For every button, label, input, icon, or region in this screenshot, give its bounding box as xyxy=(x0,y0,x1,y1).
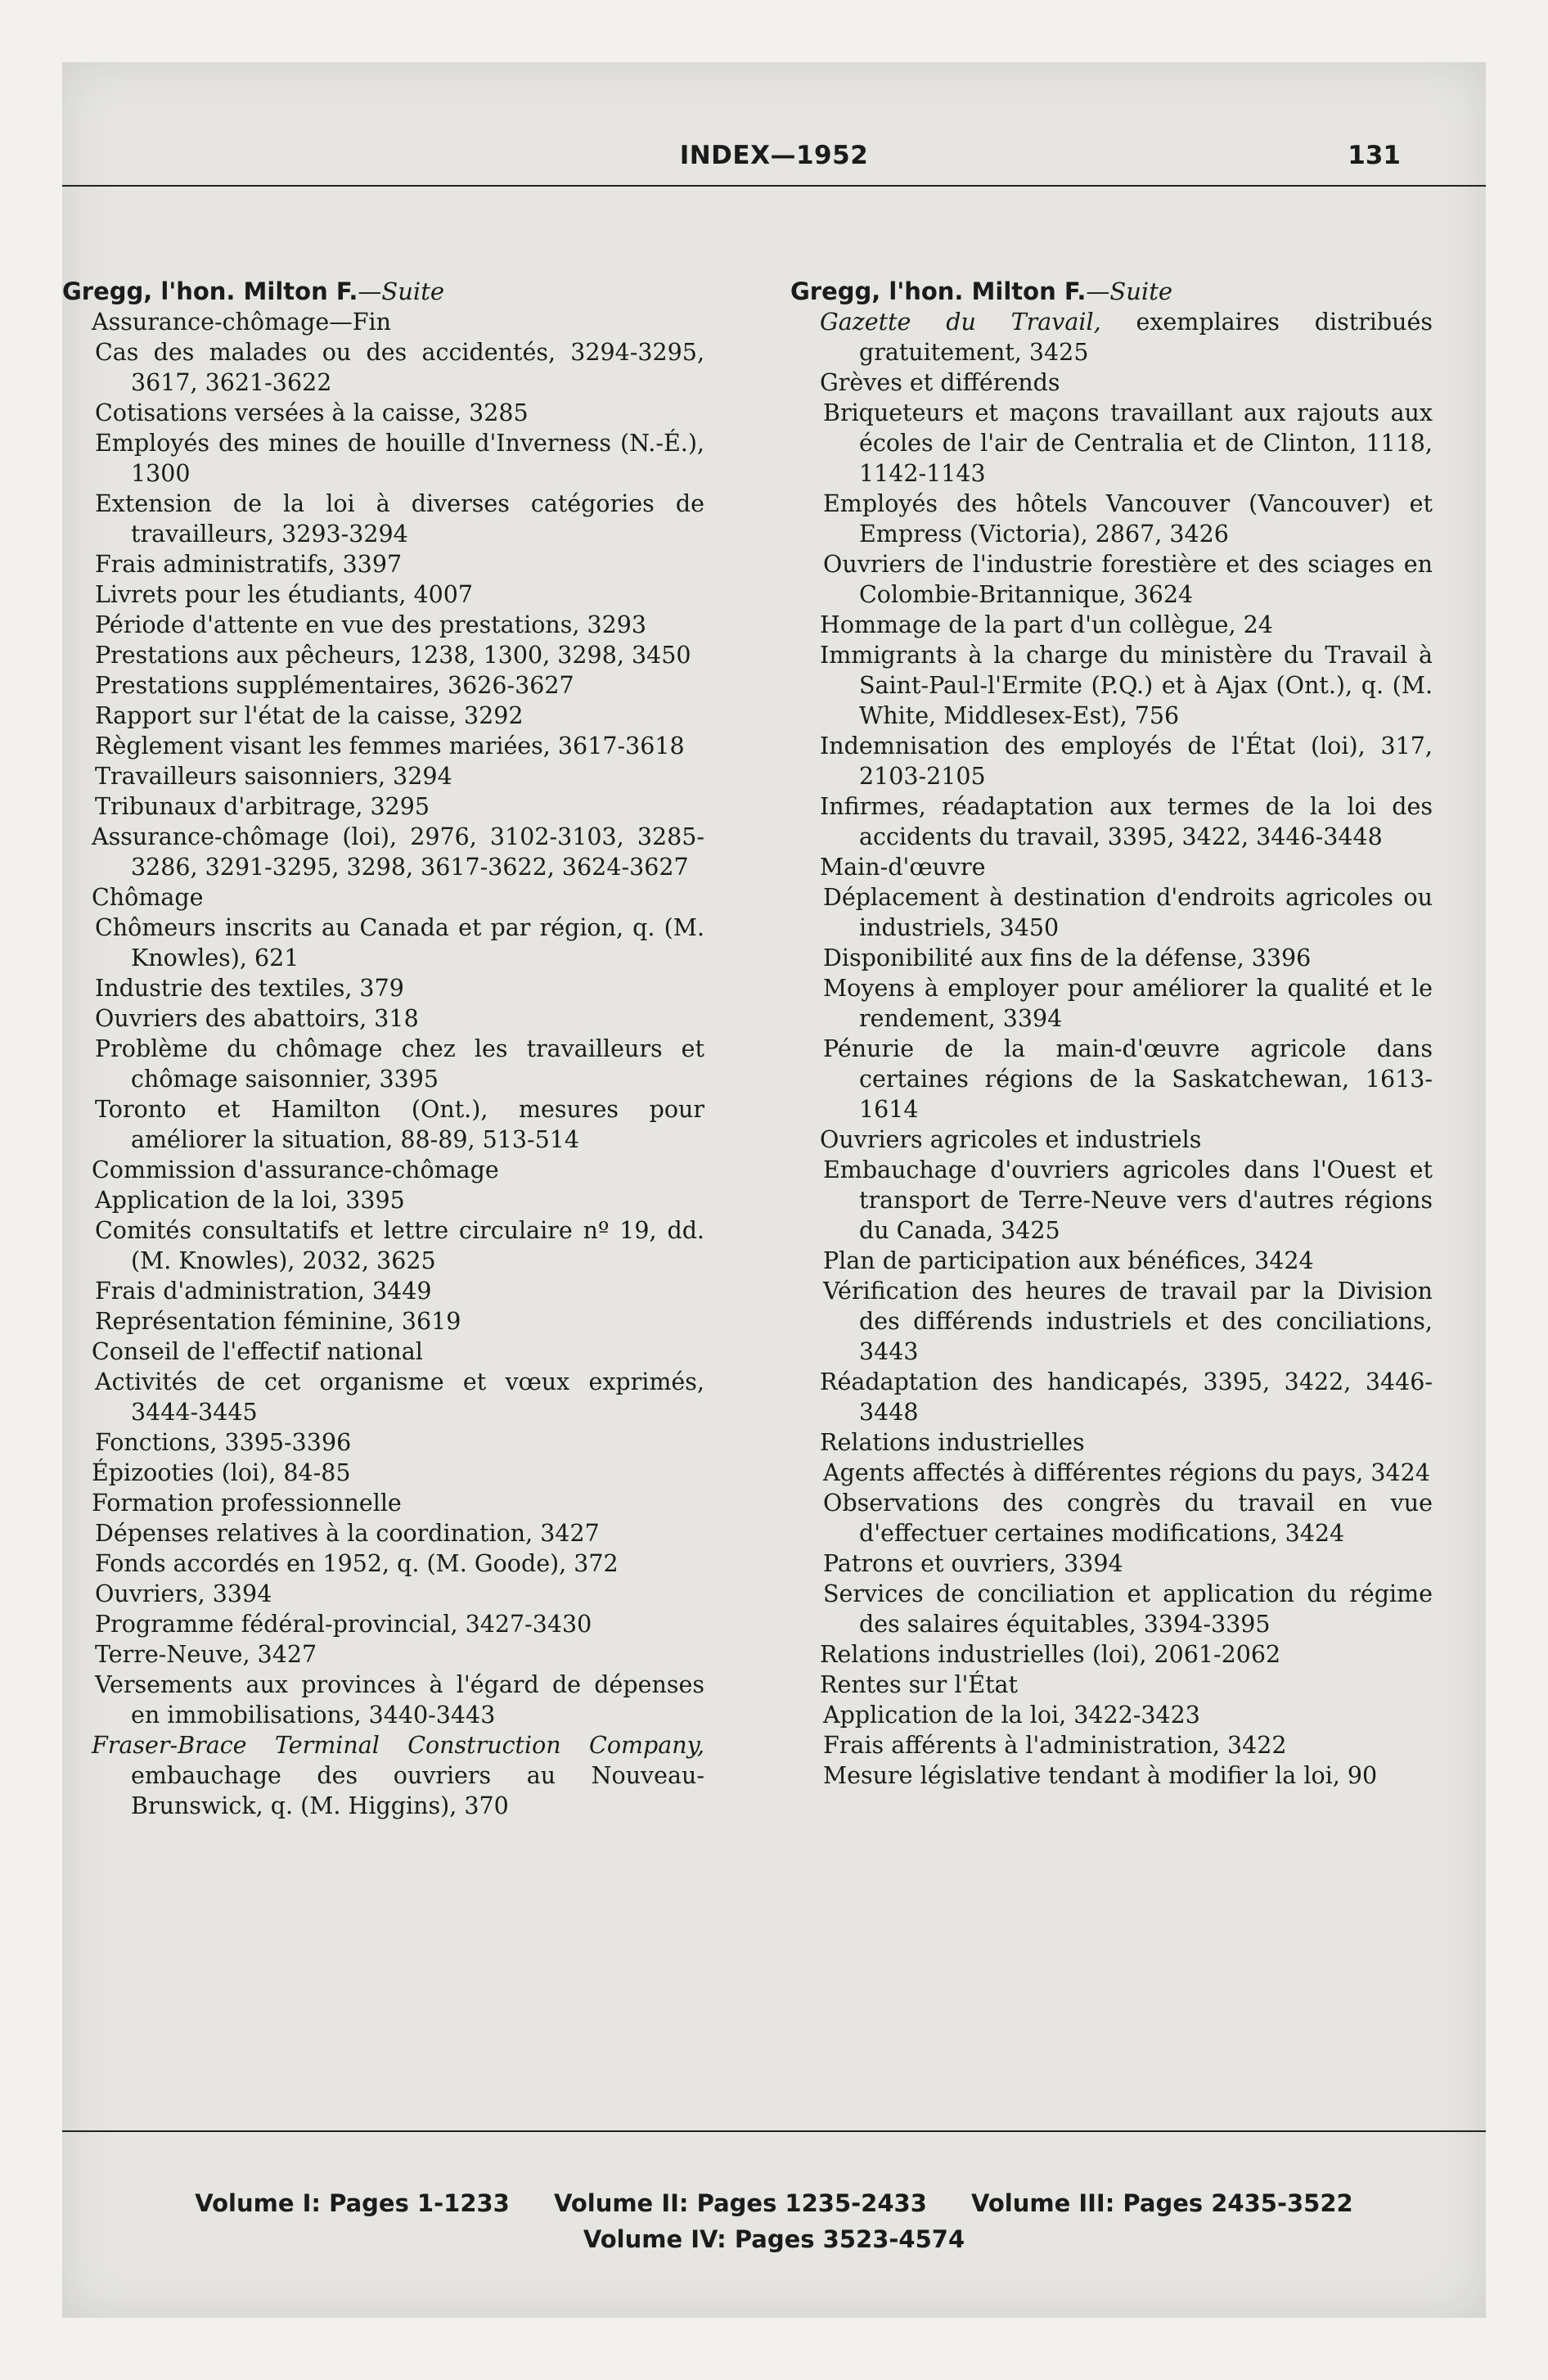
heading-name: Gregg, l'hon. Milton F. xyxy=(62,277,358,305)
index-entry: Chômage xyxy=(92,884,204,911)
volume-2-range: Volume II: Pages 1235-2433 xyxy=(553,2189,927,2217)
index-entry: Application de la loi, 3395 xyxy=(95,1187,405,1214)
index-entry: Programme fédéral-provincial, 3427-3430 xyxy=(95,1611,592,1638)
index-entry: Fonctions, 3395-3396 xyxy=(95,1429,352,1456)
volume-1-range: Volume I: Pages 1-1233 xyxy=(195,2189,510,2217)
index-entry: Représentation féminine, 3619 xyxy=(95,1308,461,1335)
entry-text: embauchage des ouvriers au Nouveau-Brunswick, q. (M. Higgins), 370 xyxy=(131,1762,704,1819)
index-entry: Travailleurs saisonniers, 3294 xyxy=(95,763,452,790)
right-entries xyxy=(790,307,1433,1791)
index-entry: Frais d'administration, 3449 xyxy=(95,1278,432,1305)
index-entry: Règlement visant les femmes mariées, 3617-3618 xyxy=(95,732,685,760)
index-entry: Extension de la loi à diverses catégories de travailleurs, 3293-3294 xyxy=(95,490,704,548)
running-head: INDEX—1952 xyxy=(679,141,869,170)
index-entry: Activités de cet organisme et vœux exprimés, 3444-3445 xyxy=(95,1368,704,1426)
index-entry: Conseil de l'effectif national xyxy=(92,1338,423,1365)
index-entry: Frais afférents à l'administration, 3422 xyxy=(823,1732,1287,1759)
index-entry: Ouvriers agricoles et industriels xyxy=(820,1126,1202,1153)
index-entry: Commission d'assurance-chômage xyxy=(92,1156,499,1183)
index-entry: Épizooties (loi), 84-85 xyxy=(92,1459,351,1486)
index-entry: Frais administratifs, 3397 xyxy=(95,551,403,578)
index-entry: Vérification des heures de travail par la Division des différends industriels et des conciliations, 3443 xyxy=(823,1278,1433,1365)
entry-italic-title: Gazette du Travail, xyxy=(820,309,1101,336)
page-number: 131 xyxy=(1348,141,1401,170)
index-entry: Problème du chômage chez les travailleurs et chômage saisonnier, 3395 xyxy=(95,1035,704,1093)
index-entry: Comités consultatifs et lettre circulaire nº 19, dd. (M. Knowles), 2032, 3625 xyxy=(95,1217,704,1274)
index-entry: Relations industrielles (loi), 2061-2062 xyxy=(820,1641,1281,1668)
index-entry: Cotisations versées à la caisse, 3285 xyxy=(95,399,529,426)
index-entry: Période d'attente en vue des prestations, 3293 xyxy=(95,611,647,638)
index-entry: Prestations supplémentaires, 3626-3627 xyxy=(95,672,574,699)
index-entry: Dépenses relatives à la coordination, 3427 xyxy=(95,1520,600,1547)
index-entry: Chômeurs inscrits au Canada et par région, q. (M. Knowles), 621 xyxy=(95,914,704,971)
left-column xyxy=(62,277,704,1821)
index-entry: Ouvriers, 3394 xyxy=(95,1580,272,1607)
index-entry: Hommage de la part d'un collègue, 24 xyxy=(820,611,1273,638)
heading-suite: —Suite xyxy=(1086,277,1173,305)
index-entry: Employés des hôtels Vancouver (Vancouver) et Empress (Victoria), 2867, 3426 xyxy=(823,490,1433,548)
index-entry: Formation professionnelle xyxy=(92,1490,402,1517)
index-entry: Employés des mines de houille d'Inverness (N.-É.), 1300 xyxy=(95,430,704,487)
page-header xyxy=(62,141,1486,190)
index-entry: Terre-Neuve, 3427 xyxy=(95,1641,317,1668)
index-entry: Cas des malades ou des accidentés, 3294-3295, 3617, 3621-3622 xyxy=(95,339,704,396)
entry-italic-title: Fraser-Brace Terminal Construction Company, xyxy=(92,1732,704,1759)
column-heading xyxy=(790,277,1433,307)
index-entry: Mesure législative tendant à modifier la loi, 90 xyxy=(823,1762,1378,1789)
volume-4-range: Volume IV: Pages 3523-4574 xyxy=(583,2225,965,2253)
index-entry: Disponibilité aux fins de la défense, 3396 xyxy=(823,944,1312,971)
index-entry: Toronto et Hamilton (Ont.), mesures pour améliorer la situation, 88-89, 513-514 xyxy=(95,1096,704,1153)
header-rule xyxy=(62,185,1486,187)
index-entry: Réadaptation des handicapés, 3395, 3422, 3446-3448 xyxy=(820,1368,1433,1426)
index-entry: Versements aux provinces à l'égard de dépenses en immobilisations, 3440-3443 xyxy=(95,1671,704,1729)
index-entry: Déplacement à destination d'endroits agricoles ou industriels, 3450 xyxy=(823,884,1433,941)
index-entry: Grèves et différends xyxy=(820,369,1060,396)
index-entry xyxy=(790,307,1433,367)
index-entry: Industrie des textiles, 379 xyxy=(95,975,404,1002)
index-entry: Assurance-chômage (loi), 2976, 3102-3103, 3285-3286, 3291-3295, 3298, 3617-3622, 3624-3627 xyxy=(92,823,704,881)
index-entry: Assurance-chômage—Fin xyxy=(92,309,391,336)
index-entry: Pénurie de la main-d'œuvre agricole dans certaines régions de la Saskatchewan, 1613-1614 xyxy=(823,1035,1433,1123)
index-entry: Ouvriers des abattoirs, 318 xyxy=(95,1005,419,1032)
index-entry: Agents affectés à différentes régions du pays, 3424 xyxy=(823,1459,1430,1486)
entry-text: exemplaires distribués gratuitement, 3425 xyxy=(859,309,1433,366)
index-entry: Prestations aux pêcheurs, 1238, 1300, 3298, 3450 xyxy=(95,642,691,669)
volume-3-range: Volume III: Pages 2435-3522 xyxy=(971,2189,1353,2217)
index-page xyxy=(62,62,1486,2318)
index-entry: Services de conciliation et application du régime des salaires équitables, 3394-3395 xyxy=(823,1580,1433,1638)
index-entry: Rapport sur l'état de la caisse, 3292 xyxy=(95,702,524,729)
column-heading xyxy=(62,277,704,307)
heading-name: Gregg, l'hon. Milton F. xyxy=(790,277,1087,305)
index-entry: Patrons et ouvriers, 3394 xyxy=(823,1550,1123,1577)
index-entry: Briqueteurs et maçons travaillant aux rajouts aux écoles de l'air de Centralia et de Clinton, 1118, 1142-1143 xyxy=(823,399,1433,487)
left-entries xyxy=(62,307,704,1821)
heading-suite: —Suite xyxy=(358,277,445,305)
index-entry: Embauchage d'ouvriers agricoles dans l'Ouest et transport de Terre-Neuve vers d'autres régions du Canada, 3425 xyxy=(823,1156,1433,1244)
index-entry: Plan de participation aux bénéfices, 3424 xyxy=(823,1247,1314,1274)
index-entry: Ouvriers de l'industrie forestière et des sciages en Colombie-Britannique, 3624 xyxy=(823,551,1433,608)
index-entry: Indemnisation des employés de l'État (loi), 317, 2103-2105 xyxy=(820,732,1433,790)
index-entry: Moyens à employer pour améliorer la qualité et le rendement, 3394 xyxy=(823,975,1433,1032)
index-entry xyxy=(62,1730,704,1821)
index-entry: Fonds accordés en 1952, q. (M. Goode), 372 xyxy=(95,1550,619,1577)
index-entry: Observations des congrès du travail en vue d'effectuer certaines modifications, 3424 xyxy=(823,1490,1433,1547)
index-entry: Rentes sur l'État xyxy=(820,1671,1018,1698)
index-entry: Main-d'œuvre xyxy=(820,854,986,881)
footer-rule xyxy=(62,2130,1486,2132)
index-entry: Relations industrielles xyxy=(820,1429,1085,1456)
index-entry: Tribunaux d'arbitrage, 3295 xyxy=(95,793,430,820)
index-entry: Livrets pour les étudiants, 4007 xyxy=(95,581,473,608)
index-entry: Infirmes, réadaptation aux termes de la loi des accidents du travail, 3395, 3422, 3446-3448 xyxy=(820,793,1433,850)
index-entry: Immigrants à la charge du ministère du Travail à Saint-Paul-l'Ermite (P.Q.) et à Ajax (Ont.), q. (M. White, Middlesex-Est), 756 xyxy=(820,642,1433,729)
page-footer xyxy=(62,2185,1486,2257)
index-entry: Application de la loi, 3422-3423 xyxy=(823,1702,1200,1729)
right-column xyxy=(790,277,1433,1791)
